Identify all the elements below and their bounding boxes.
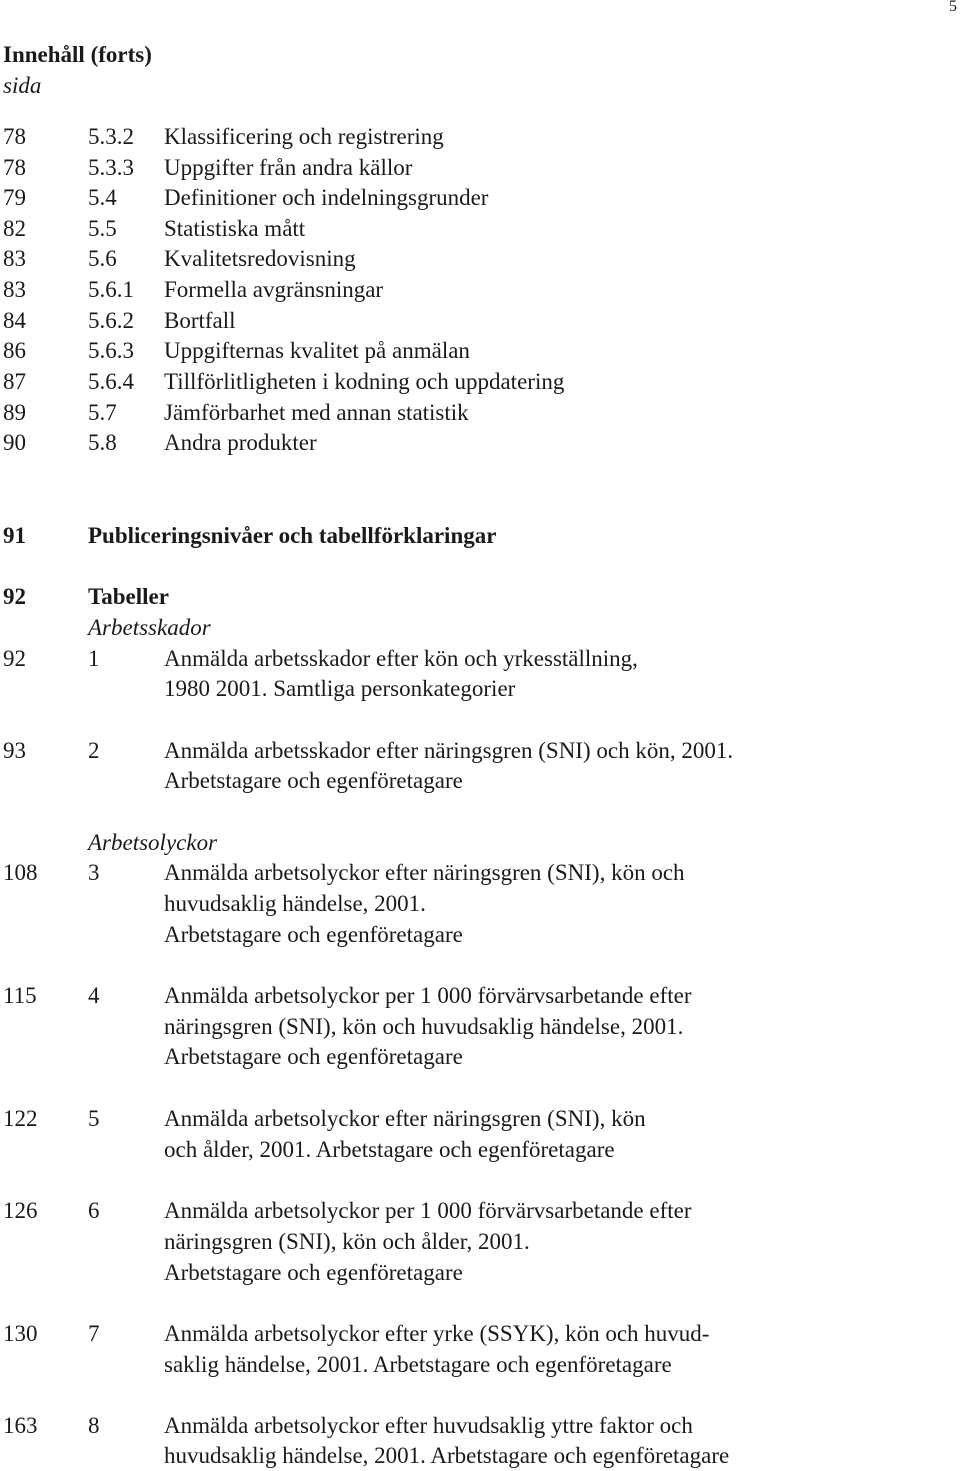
toc-entry-number: 5.3.3 (88, 155, 134, 180)
table-entry-title-line: saklig händelse, 2001. Arbetstagare och egenföretagare (164, 1352, 672, 1377)
table-entry-title-line: näringsgren (SNI), kön och ålder, 2001. (164, 1229, 530, 1254)
table-entry-title-line: Anmälda arbetsolyckor efter näringsgren (SNI), kön (164, 1106, 646, 1131)
table-entry-number: 7 (88, 1321, 100, 1346)
page-column-label-text: sida (3, 73, 42, 98)
table-entry-page: 115 (3, 983, 37, 1008)
table-entry-number: 3 (88, 860, 100, 885)
subsection-heading-text: Arbetsskador (88, 615, 211, 640)
toc-section-title: Publiceringsnivåer och tabellförklaringar (88, 523, 497, 548)
table-entry-page: 93 (3, 738, 26, 763)
subsection-heading-text: Arbetsolyckor (88, 830, 218, 855)
toc-entry-title: Tillförlitligheten i kodning och uppdatering (164, 369, 565, 394)
table-entry-number: 1 (88, 646, 100, 671)
toc-entry-title: Statistiska mått (164, 216, 306, 241)
table-entry-title-line: 1980 2001. Samtliga personkategorier (164, 676, 516, 701)
table-entry-title-line: huvudsaklig händelse, 2001. (164, 891, 426, 916)
toc-entry-number: 5.7 (88, 400, 117, 425)
toc-entry-title: Uppgifternas kvalitet på anmälan (164, 338, 470, 363)
table-entry-number: 6 (88, 1198, 100, 1223)
table-entry-title-line: Arbetstagare och egenföretagare (164, 922, 463, 947)
toc-entry-title: Definitioner och indelningsgrunder (164, 185, 489, 210)
table-entry-title-line: Anmälda arbetsolyckor efter huvudsaklig yttre faktor och (164, 1413, 693, 1438)
toc-entry-title: Kvalitetsredovisning (164, 246, 356, 271)
toc-entry-title: Jämförbarhet med annan statistik (164, 400, 469, 425)
table-entry-title-line: och ålder, 2001. Arbetstagare och egenföretagare (164, 1137, 615, 1162)
table-entry-title-line: Anmälda arbetsolyckor efter näringsgren (SNI), kön och (164, 860, 685, 885)
table-entry-page: 108 (3, 860, 38, 885)
table-entry-title-line: huvudsaklig händelse, 2001. Arbetstagare och egenföretagare (164, 1443, 730, 1468)
toc-entry-title: Klassificering och registrering (164, 124, 444, 149)
table-entry-page: 122 (3, 1106, 38, 1131)
table-entry-number: 5 (88, 1106, 100, 1131)
table-entry-title-line: Anmälda arbetsolyckor efter yrke (SSYK), kön och huvud- (164, 1321, 710, 1346)
toc-entry-number: 5.6.1 (88, 277, 134, 302)
toc-entry-title: Bortfall (164, 308, 236, 333)
table-entry-page: 163 (3, 1413, 38, 1438)
toc-entry-page: 90 (3, 430, 26, 455)
toc-section-page: 92 (3, 584, 26, 609)
toc-heading-text: Innehåll (forts) (3, 42, 152, 67)
table-entry-page: 92 (3, 646, 26, 671)
toc-entry-number: 5.6.3 (88, 338, 134, 363)
toc-entry-page: 83 (3, 246, 26, 271)
table-entry-title-line: Anmälda arbetsolyckor per 1 000 förvärvsarbetande efter (164, 1198, 692, 1223)
table-entry-title-line: Anmälda arbetsskador efter näringsgren (SNI) och kön, 2001. (164, 738, 734, 763)
table-entry-title-line: Arbetstagare och egenföretagare (164, 768, 463, 793)
toc-entry-page: 78 (3, 124, 26, 149)
toc-entry-page: 84 (3, 308, 26, 333)
toc-entry-title: Andra produkter (164, 430, 317, 455)
toc-entry-page: 79 (3, 185, 26, 210)
toc-entry-page: 78 (3, 155, 26, 180)
table-entry-number: 8 (88, 1413, 100, 1438)
table-entry-title-line: näringsgren (SNI), kön och huvudsaklig händelse, 2001. (164, 1014, 684, 1039)
table-entry-number: 4 (88, 983, 100, 1008)
toc-entry-number: 5.6 (88, 246, 117, 271)
toc-entry-number: 5.4 (88, 185, 117, 210)
toc-section-page: 91 (3, 523, 26, 548)
toc-entry-page: 89 (3, 400, 26, 425)
toc-entry-number: 5.8 (88, 430, 117, 455)
toc-entry-page: 87 (3, 369, 26, 394)
page-number: 5 (949, 0, 957, 15)
toc-entry-title: Formella avgränsningar (164, 277, 384, 302)
toc-entry-number: 5.6.2 (88, 308, 134, 333)
table-entry-title-line: Anmälda arbetsskador efter kön och yrkesställning, (164, 646, 638, 671)
toc-entry-page: 86 (3, 338, 26, 363)
toc-section-title: Tabeller (88, 584, 169, 609)
toc-entry-number: 5.3.2 (88, 124, 134, 149)
toc-entry-title: Uppgifter från andra källor (164, 155, 413, 180)
toc-entry-page: 83 (3, 277, 26, 302)
table-entry-title-line: Arbetstagare och egenföretagare (164, 1260, 463, 1285)
table-entry-number: 2 (88, 738, 100, 763)
table-entry-title-line: Arbetstagare och egenföretagare (164, 1044, 463, 1069)
table-entry-page: 130 (3, 1321, 38, 1346)
table-entry-title-line: Anmälda arbetsolyckor per 1 000 förvärvsarbetande efter (164, 983, 692, 1008)
toc-entry-number: 5.5 (88, 216, 117, 241)
table-entry-page: 126 (3, 1198, 38, 1223)
toc-entry-page: 82 (3, 216, 26, 241)
toc-entry-number: 5.6.4 (88, 369, 134, 394)
